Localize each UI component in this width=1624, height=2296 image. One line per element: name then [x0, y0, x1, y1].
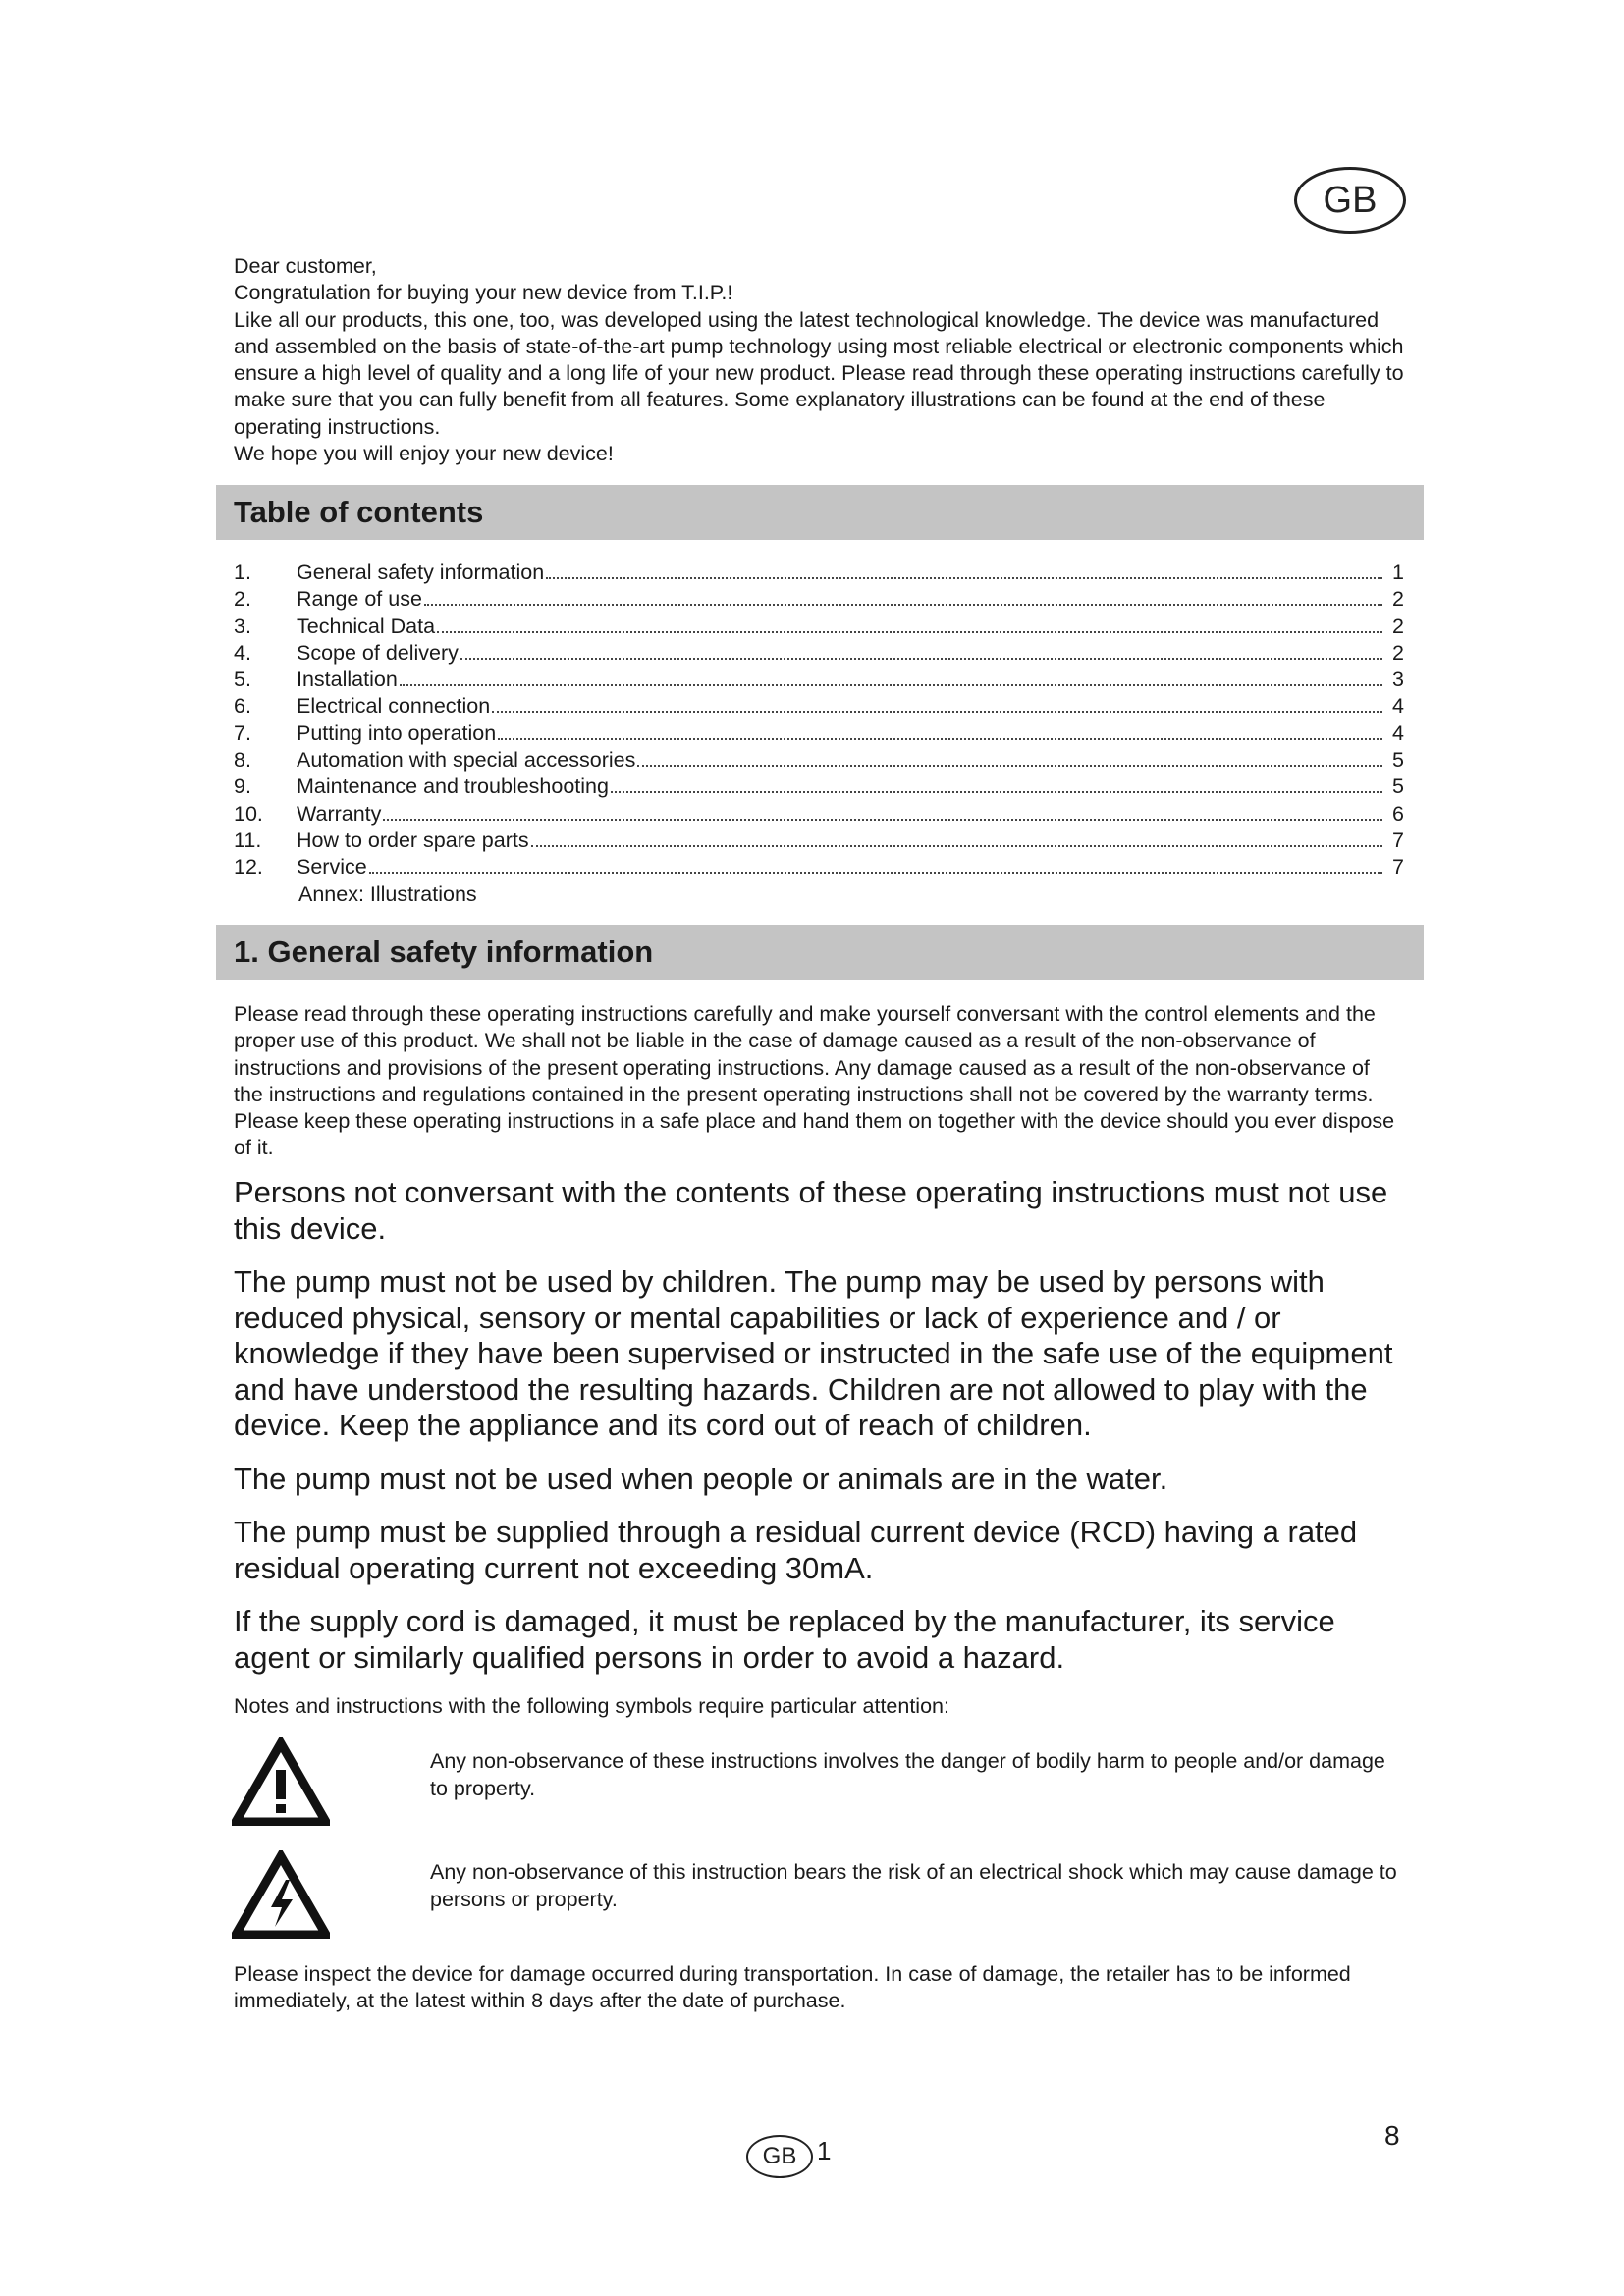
toc-item: [234, 774, 1404, 800]
toc-item-page: 3: [1392, 667, 1404, 692]
toc-item-number: 3.: [234, 614, 251, 638]
toc-dot-leader: [637, 765, 1382, 767]
symbols-note: [234, 1693, 1404, 1720]
toc-item-number: 1.: [234, 561, 251, 584]
table-of-contents: [234, 560, 1404, 908]
toc-item-page: 7: [1392, 828, 1404, 852]
toc-item-number: 9.: [234, 774, 251, 799]
page-number: 8: [1384, 2120, 1400, 2151]
toc-dot-leader: [498, 738, 1382, 740]
toc-item: [234, 693, 1404, 720]
toc-item-title: Electrical connection: [297, 694, 491, 719]
toc-item-title: Automation with special accessories: [297, 748, 636, 773]
thanks-line: Congratulation for buying your new device from T.I.P.!: [234, 281, 733, 305]
toc-item-title: How to order spare parts: [297, 828, 529, 852]
toc-item-title: Warranty: [297, 801, 382, 826]
toc-item-page: 4: [1392, 694, 1404, 719]
large-note-1: Persons not conversant with the contents of these operating instructions must not use this device.: [234, 1175, 1388, 1246]
toc-item-page: 2: [1392, 640, 1404, 665]
toc-dot-leader: [369, 872, 1382, 874]
toc-item-number: 11.: [234, 828, 262, 852]
intro-body: Like all our products, this one, too, was developed using the latest technological knowledge. The device was manufactured and assembled on the basis of state-of-the-art pump technology using most reliable electrical or electronic components which ensure a high level of quality and a long life of your new product. Please read through these operating instructions carefully to make sure that you can fully benefit from all features. Some explanatory illustrations can be found at the end of these operating instructions.: [234, 307, 1404, 439]
toc-item: [234, 586, 1404, 613]
toc-item: [234, 667, 1404, 693]
toc-item-number: 10.: [234, 801, 263, 826]
toc-dot-leader: [424, 604, 1382, 606]
toc-item-title: Maintenance and troubleshooting: [297, 774, 609, 799]
warning-text-2: Any non-observance of this instruction bears the risk of an electrical shock which may cause damage to persons or property.: [430, 1860, 1397, 1911]
toc-item-page: 5: [1392, 748, 1404, 773]
toc-item-number: 12.: [234, 855, 263, 880]
toc-item-number: 7.: [234, 721, 251, 745]
toc-item-title: Putting into operation: [297, 721, 497, 745]
symbols-note-text: Notes and instructions with the following symbols require particular attention:: [234, 1694, 949, 1718]
toc-item-number: 8.: [234, 748, 251, 773]
toc-dot-leader: [400, 684, 1382, 686]
toc-dot-leader: [460, 658, 1382, 660]
intro-closing: We hope you will enjoy your new device!: [234, 442, 614, 466]
inspection-text: Please inspect the device for damage occurred during transportation. In case of damage, the retailer has to be informed immediately, at the latest within 8 days after the date of purchase.: [234, 1962, 1351, 2013]
toc-item-title: Scope of delivery: [297, 640, 459, 665]
toc-item-page: 2: [1392, 587, 1404, 612]
safety-intro: [234, 1001, 1404, 1162]
toc-dot-leader: [611, 791, 1382, 793]
warning-text-1: Any non-observance of these instructions involves the danger of bodily harm to people and/or damage to property.: [430, 1749, 1385, 1800]
toc-dot-leader: [531, 845, 1382, 847]
toc-item: [234, 640, 1404, 667]
inspection-section: [234, 1961, 1404, 2015]
electrical-hazard-icon: [232, 1850, 330, 1939]
toc-item-title: Technical Data: [297, 614, 436, 638]
large-note-5: If the supply cord is damaged, it must be replaced by the manufacturer, its service agent or similarly qualified persons in order to avoid a hazard.: [234, 1604, 1335, 1675]
safety-large-notes: [234, 1175, 1404, 1676]
toc-dot-leader: [437, 631, 1382, 633]
toc-annex: Annex: Illustrations: [298, 881, 477, 906]
safety-intro-text: Please read through these operating instructions carefully and make yourself conversant with the control elements and the proper use of this product. We shall not be liable in the case of damage caused as a result of the non-observance of instructions and provisions of the present operating instructions. Any damage caused as a result of the non-observance of the instructions and regulations contained in the present operating instructions shall not be covered by the warranty terms. Please keep these operating instructions in a safe place and hand them on together with the device should you ever dispose of it.: [234, 1002, 1395, 1160]
toc-item-number: 5.: [234, 667, 251, 692]
toc-item-page: 6: [1392, 801, 1404, 826]
toc-dot-leader: [383, 819, 1382, 821]
toc-item: [234, 854, 1404, 881]
toc-item-number: 4.: [234, 640, 251, 665]
toc-item-number: 6.: [234, 694, 251, 719]
large-note-3: The pump must not be used when people or animals are in the water.: [234, 1461, 1168, 1496]
toc-item: [234, 560, 1404, 586]
toc-item-page: 1: [1392, 561, 1404, 584]
toc-item-page: 4: [1392, 721, 1404, 745]
toc-item: [234, 747, 1404, 774]
large-note-2: The pump must not be used by children. The pump may be used by persons with reduced physical, sensory or mental capabilities or lack of experience and / or knowledge if they have been supervised or instructed in the safe use of the equipment and have understood the resulting hazards. Children are not allowed to play with the device. Keep the appliance and its cord out of reach of children.: [234, 1264, 1393, 1442]
toc-item-page: 5: [1392, 774, 1404, 799]
toc-heading: Table of contents: [216, 485, 1424, 540]
toc-item-page: 7: [1392, 855, 1404, 880]
toc-item-title: Range of use: [297, 587, 422, 612]
toc-item: [234, 828, 1404, 854]
toc-item-number: 2.: [234, 587, 251, 612]
safety-heading: 1. General safety information: [216, 925, 1424, 980]
toc-dot-leader: [546, 577, 1382, 579]
toc-item-title: Installation: [297, 667, 398, 692]
toc-item-title: General safety information: [297, 561, 545, 584]
toc-item: [234, 801, 1404, 828]
footer-sub-page: 1: [817, 2136, 832, 2165]
toc-item: [234, 614, 1404, 640]
large-note-4: The pump must be supplied through a residual current device (RCD) having a rated residual operating current not exceeding 30mA.: [234, 1515, 1358, 1585]
greeting: Dear customer,: [234, 254, 377, 278]
country-badge-gb: GB: [1294, 167, 1406, 234]
footer-country-badge: GB: [746, 2135, 813, 2178]
toc-item-title: Service: [297, 855, 367, 880]
toc-dot-leader: [492, 711, 1382, 713]
toc-item-page: 2: [1392, 614, 1404, 638]
warning-exclamation-icon: [232, 1737, 330, 1826]
toc-item: [234, 721, 1404, 747]
intro-section: [234, 253, 1404, 467]
